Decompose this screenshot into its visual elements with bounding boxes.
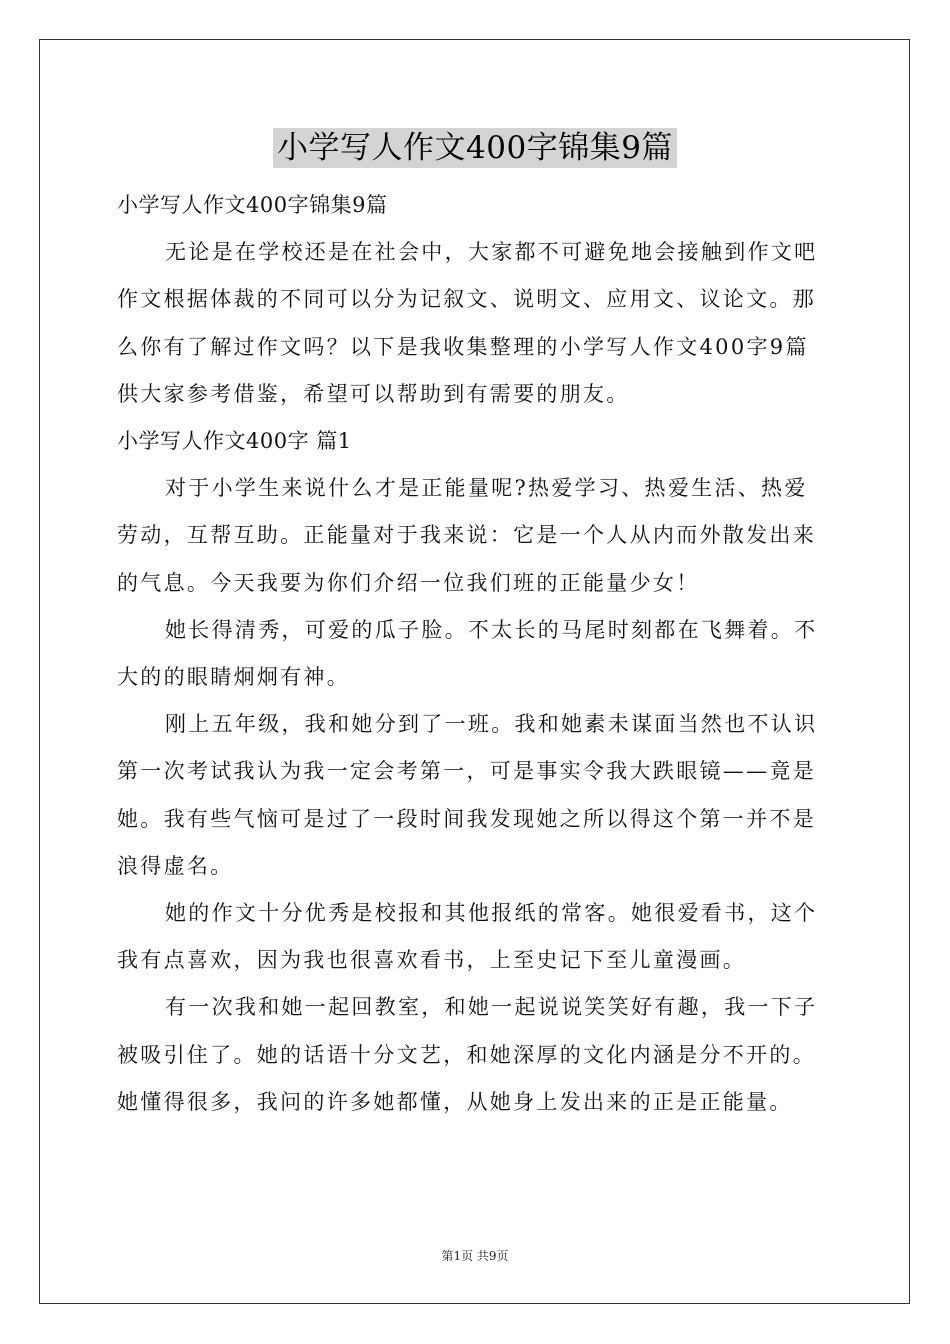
paragraph-line: 浪得虚名。 [117,853,234,878]
paragraph-line: 被吸引住了。她的话语十分文艺，和她深厚的文化内涵是分不开的。 [117,1042,816,1067]
paragraph-line: 供大家参考借鉴，希望可以帮助到有需要的朋友。 [117,381,630,406]
paragraph-line: 对于小学生来说什么才是正能量呢?热爱学习、热爱生活、热爱 [165,476,808,501]
paragraph-line: 她的作文十分优秀是校报和其他报纸的常客。她很爱看书，这个 [165,901,818,926]
title-container [0,128,950,168]
paragraph-line: 她懂得很多，我问的许多她都懂，从她身上发出来的正是正能量。 [117,1089,793,1114]
paragraph-line: 第一次考试我认为我一定会考第一，可是事实令我大跌眼镜——竟是 [117,759,816,784]
paragraph-line: 大的的眼睛炯炯有神。 [117,665,350,690]
paragraph-line: 有一次我和她一起回教室，和她一起说说笑笑好有趣，我一下子 [165,995,818,1020]
subtitle-line: 小学写人作文400字锦集9篇 [117,193,388,217]
paragraph-line: 她长得清秀，可爱的瓜子脸。不太长的马尾时刻都在飞舞着。不 [165,617,818,642]
document-body [117,182,833,1126]
paragraph-line: 我有点喜欢，因为我也很喜欢看书，上至史记下至儿童漫画。 [117,948,747,973]
section-heading: 小学写人作文400字 篇1 [117,429,352,454]
paragraph-line: 劳动，互帮互助。正能量对于我来说：它是一个人从内而外散发出来 [117,523,816,548]
paragraph-line: 无论是在学校还是在社会中，大家都不可避免地会接触到作文吧 [165,240,818,265]
paragraph-line: 刚上五年级，我和她分到了一班。我和她素未谋面当然也不认识 [165,712,818,737]
document-title: 小学写人作文400字锦集9篇 [273,128,677,168]
paragraph-line: 的气息。今天我要为你们介绍一位我们班的正能量少女！ [117,570,700,595]
paragraph-line: 作文根据体裁的不同可以分为记叙文、说明文、应用文、议论文。那 [117,287,816,312]
paragraph-line: 她。我有些气恼可是过了一段时间我发现她之所以得这个第一并不是 [117,806,816,831]
paragraph-line: 么你有了解过作文吗？以下是我收集整理的小学写人作文400字9篇 [117,334,809,359]
page-number-footer: 第1页 共9页 [441,1249,509,1263]
